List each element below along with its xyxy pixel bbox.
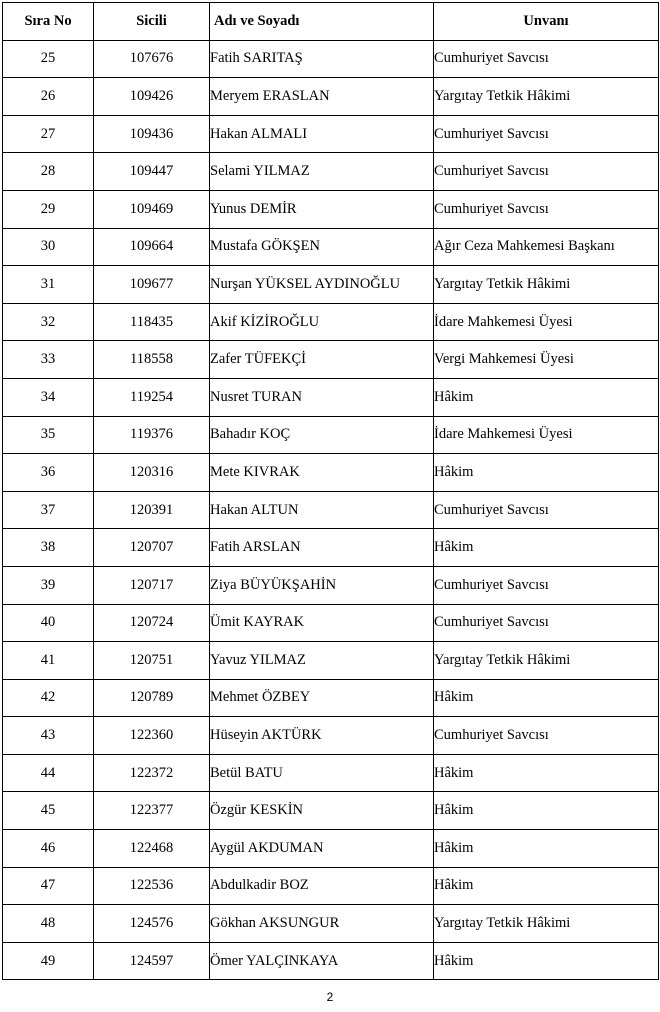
table-row [3,754,659,792]
cell-sira-no: 31 [3,266,94,304]
cell-unvan: Yargıtay Tetkik Hâkimi [434,78,659,116]
cell-ad-soyad: Ümit KAYRAK [210,604,434,642]
cell-ad-soyad: Betül BATU [210,754,434,792]
table-row [3,228,659,266]
cell-unvan: Cumhuriyet Savcısı [434,717,659,755]
cell-sicil: 120724 [94,604,210,642]
cell-sira-no: 27 [3,115,94,153]
cell-sira-no: 45 [3,792,94,830]
cell-unvan: Cumhuriyet Savcısı [434,40,659,78]
cell-sira-no: 30 [3,228,94,266]
cell-unvan: Hâkim [434,529,659,567]
cell-sira-no: 37 [3,491,94,529]
table-row [3,905,659,943]
cell-sicil: 120316 [94,454,210,492]
cell-unvan: Cumhuriyet Savcısı [434,604,659,642]
cell-ad-soyad: Akif KİZİROĞLU [210,303,434,341]
cell-sira-no: 28 [3,153,94,191]
table-row [3,40,659,78]
table-row [3,78,659,116]
cell-ad-soyad: Abdulkadir BOZ [210,867,434,905]
cell-ad-soyad: Fatih ARSLAN [210,529,434,567]
table-row [3,378,659,416]
cell-ad-soyad: Ziya BÜYÜKŞAHİN [210,566,434,604]
cell-sira-no: 44 [3,754,94,792]
cell-sicil: 122372 [94,754,210,792]
cell-ad-soyad: Fatih SARITAŞ [210,40,434,78]
cell-sira-no: 29 [3,190,94,228]
table-row [3,266,659,304]
cell-sira-no: 34 [3,378,94,416]
cell-sicil: 109469 [94,190,210,228]
cell-sira-no: 32 [3,303,94,341]
cell-sicil: 122536 [94,867,210,905]
cell-sicil: 119376 [94,416,210,454]
cell-sicil: 109436 [94,115,210,153]
table-row [3,153,659,191]
cell-sira-no: 40 [3,604,94,642]
cell-unvan: Hâkim [434,867,659,905]
table-row [3,115,659,153]
table-row [3,679,659,717]
cell-sira-no: 25 [3,40,94,78]
cell-sira-no: 48 [3,905,94,943]
table-row [3,642,659,680]
cell-sira-no: 33 [3,341,94,379]
cell-unvan: Yargıtay Tetkik Hâkimi [434,266,659,304]
table-header [3,3,659,41]
header-unvan: Unvanı [434,3,659,41]
cell-unvan: Cumhuriyet Savcısı [434,491,659,529]
cell-sicil: 109426 [94,78,210,116]
cell-unvan: Yargıtay Tetkik Hâkimi [434,642,659,680]
cell-sira-no: 35 [3,416,94,454]
table-row [3,566,659,604]
cell-ad-soyad: Hakan ALMALI [210,115,434,153]
personnel-table [2,2,659,980]
cell-ad-soyad: Yunus DEMİR [210,190,434,228]
table-row [3,604,659,642]
cell-unvan: Cumhuriyet Savcısı [434,190,659,228]
table-row [3,190,659,228]
cell-unvan: Ağır Ceza Mahkemesi Başkanı [434,228,659,266]
table-row [3,529,659,567]
cell-sicil: 109447 [94,153,210,191]
cell-sicil: 109664 [94,228,210,266]
cell-unvan: Hâkim [434,378,659,416]
table-row [3,303,659,341]
cell-sira-no: 42 [3,679,94,717]
table-row [3,416,659,454]
cell-sicil: 120707 [94,529,210,567]
cell-unvan: Cumhuriyet Savcısı [434,115,659,153]
cell-unvan: İdare Mahkemesi Üyesi [434,416,659,454]
cell-ad-soyad: Mehmet ÖZBEY [210,679,434,717]
cell-ad-soyad: Nurşan YÜKSEL AYDINOĞLU [210,266,434,304]
table-row [3,491,659,529]
cell-ad-soyad: Selami YILMAZ [210,153,434,191]
cell-sicil: 120717 [94,566,210,604]
cell-unvan: Vergi Mahkemesi Üyesi [434,341,659,379]
cell-unvan: Hâkim [434,679,659,717]
cell-sicil: 124597 [94,942,210,980]
cell-sira-no: 46 [3,830,94,868]
header-sicil: Sicili [94,3,210,41]
cell-sira-no: 38 [3,529,94,567]
cell-unvan: İdare Mahkemesi Üyesi [434,303,659,341]
cell-ad-soyad: Yavuz YILMAZ [210,642,434,680]
cell-ad-soyad: Özgür KESKİN [210,792,434,830]
cell-ad-soyad: Gökhan AKSUNGUR [210,905,434,943]
header-row [3,3,659,41]
table-row [3,341,659,379]
table-row [3,942,659,980]
cell-sira-no: 36 [3,454,94,492]
table-row [3,717,659,755]
cell-unvan: Cumhuriyet Savcısı [434,153,659,191]
cell-unvan: Cumhuriyet Savcısı [434,566,659,604]
table-row [3,792,659,830]
cell-sira-no: 41 [3,642,94,680]
cell-ad-soyad: Ömer YALÇINKAYA [210,942,434,980]
cell-ad-soyad: Meryem ERASLAN [210,78,434,116]
cell-unvan: Hâkim [434,454,659,492]
cell-ad-soyad: Zafer TÜFEKÇİ [210,341,434,379]
cell-sicil: 120789 [94,679,210,717]
cell-sicil: 118435 [94,303,210,341]
page-number: 2 [326,990,334,1004]
cell-unvan: Hâkim [434,942,659,980]
cell-sicil: 124576 [94,905,210,943]
cell-unvan: Hâkim [434,830,659,868]
cell-unvan: Hâkim [434,792,659,830]
cell-unvan: Yargıtay Tetkik Hâkimi [434,905,659,943]
cell-sicil: 120391 [94,491,210,529]
cell-sira-no: 49 [3,942,94,980]
cell-ad-soyad: Hüseyin AKTÜRK [210,717,434,755]
cell-sira-no: 39 [3,566,94,604]
cell-sicil: 122360 [94,717,210,755]
cell-ad-soyad: Mete KIVRAK [210,454,434,492]
cell-sicil: 122377 [94,792,210,830]
cell-sicil: 120751 [94,642,210,680]
cell-ad-soyad: Hakan ALTUN [210,491,434,529]
cell-ad-soyad: Aygül AKDUMAN [210,830,434,868]
table-row [3,867,659,905]
cell-sicil: 119254 [94,378,210,416]
table-row [3,454,659,492]
header-ad-soyad: Adı ve Soyadı [210,3,434,41]
cell-sicil: 109677 [94,266,210,304]
cell-sicil: 122468 [94,830,210,868]
header-sira-no: Sıra No [3,3,94,41]
cell-sira-no: 26 [3,78,94,116]
cell-sicil: 107676 [94,40,210,78]
cell-sira-no: 47 [3,867,94,905]
cell-sira-no: 43 [3,717,94,755]
cell-ad-soyad: Mustafa GÖKŞEN [210,228,434,266]
table-body [3,40,659,980]
table-row [3,830,659,868]
cell-sicil: 118558 [94,341,210,379]
cell-unvan: Hâkim [434,754,659,792]
cell-ad-soyad: Bahadır KOÇ [210,416,434,454]
cell-ad-soyad: Nusret TURAN [210,378,434,416]
